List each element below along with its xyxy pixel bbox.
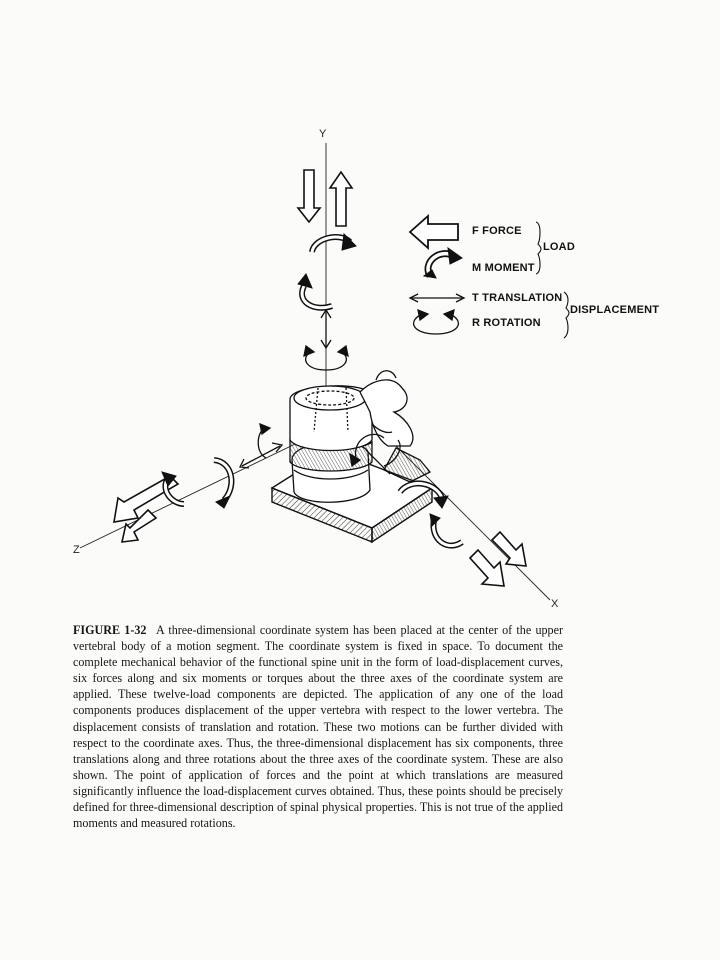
y-force-arrows — [298, 170, 352, 226]
force-arrow-icon — [410, 216, 458, 248]
x-axis-label: X — [551, 598, 559, 610]
figure-caption — [73, 622, 563, 831]
legend-translation: T TRANSLATION — [472, 292, 563, 304]
legend-force: F FORCE — [472, 225, 522, 237]
caption-text: A three-dimensional coordinate system has been placed at the center of the upper vertebral body of a motion segment. The coordinate system is fixed in space. To document the complete mechanical behavior of the functional spine unit in the form of load-displacement curves, six forces along and six moments or torques about the three axes of the coordinate system are applied. These twelve-load components are depicted. The application of any one of the load components produces displacement of the upper vertebra with respect to the lower vertebra. The displacement consists of translation and rotation. These two motions can be further divided with respect to the coordinate axes. Thus, the three-dimensional displacement has six components, three translations along and three rotations about the three axes of the coordinate system. These are also shown. The point of application of forces and the point at which translations are measured significantly influence the load-displacement curves obtained. Thus, these points should be precisely defined for three-dimensional description of spinal physical properties. This is not true of the applied moments and measured rotations. — [73, 623, 563, 831]
legend-load-group: LOAD — [543, 241, 575, 253]
moment-arrow-icon — [424, 248, 462, 278]
translation-arrow-icon — [410, 294, 464, 302]
legend-rotation: R ROTATION — [472, 317, 541, 329]
z-translation-rotation — [240, 424, 282, 468]
figure-label: FIGURE 1-32 — [73, 623, 147, 637]
legend-braces — [536, 222, 569, 338]
x-force-arrows — [470, 532, 526, 586]
legend-displacement-group: DISPLACEMENT — [570, 304, 660, 316]
rotation-arrow-icon — [414, 310, 459, 334]
legend-moment: M MOMENT — [472, 262, 535, 274]
y-moment-arrows — [298, 234, 356, 308]
y-axis-label: Y — [319, 128, 327, 140]
z-axis-label: Z — [73, 544, 80, 556]
